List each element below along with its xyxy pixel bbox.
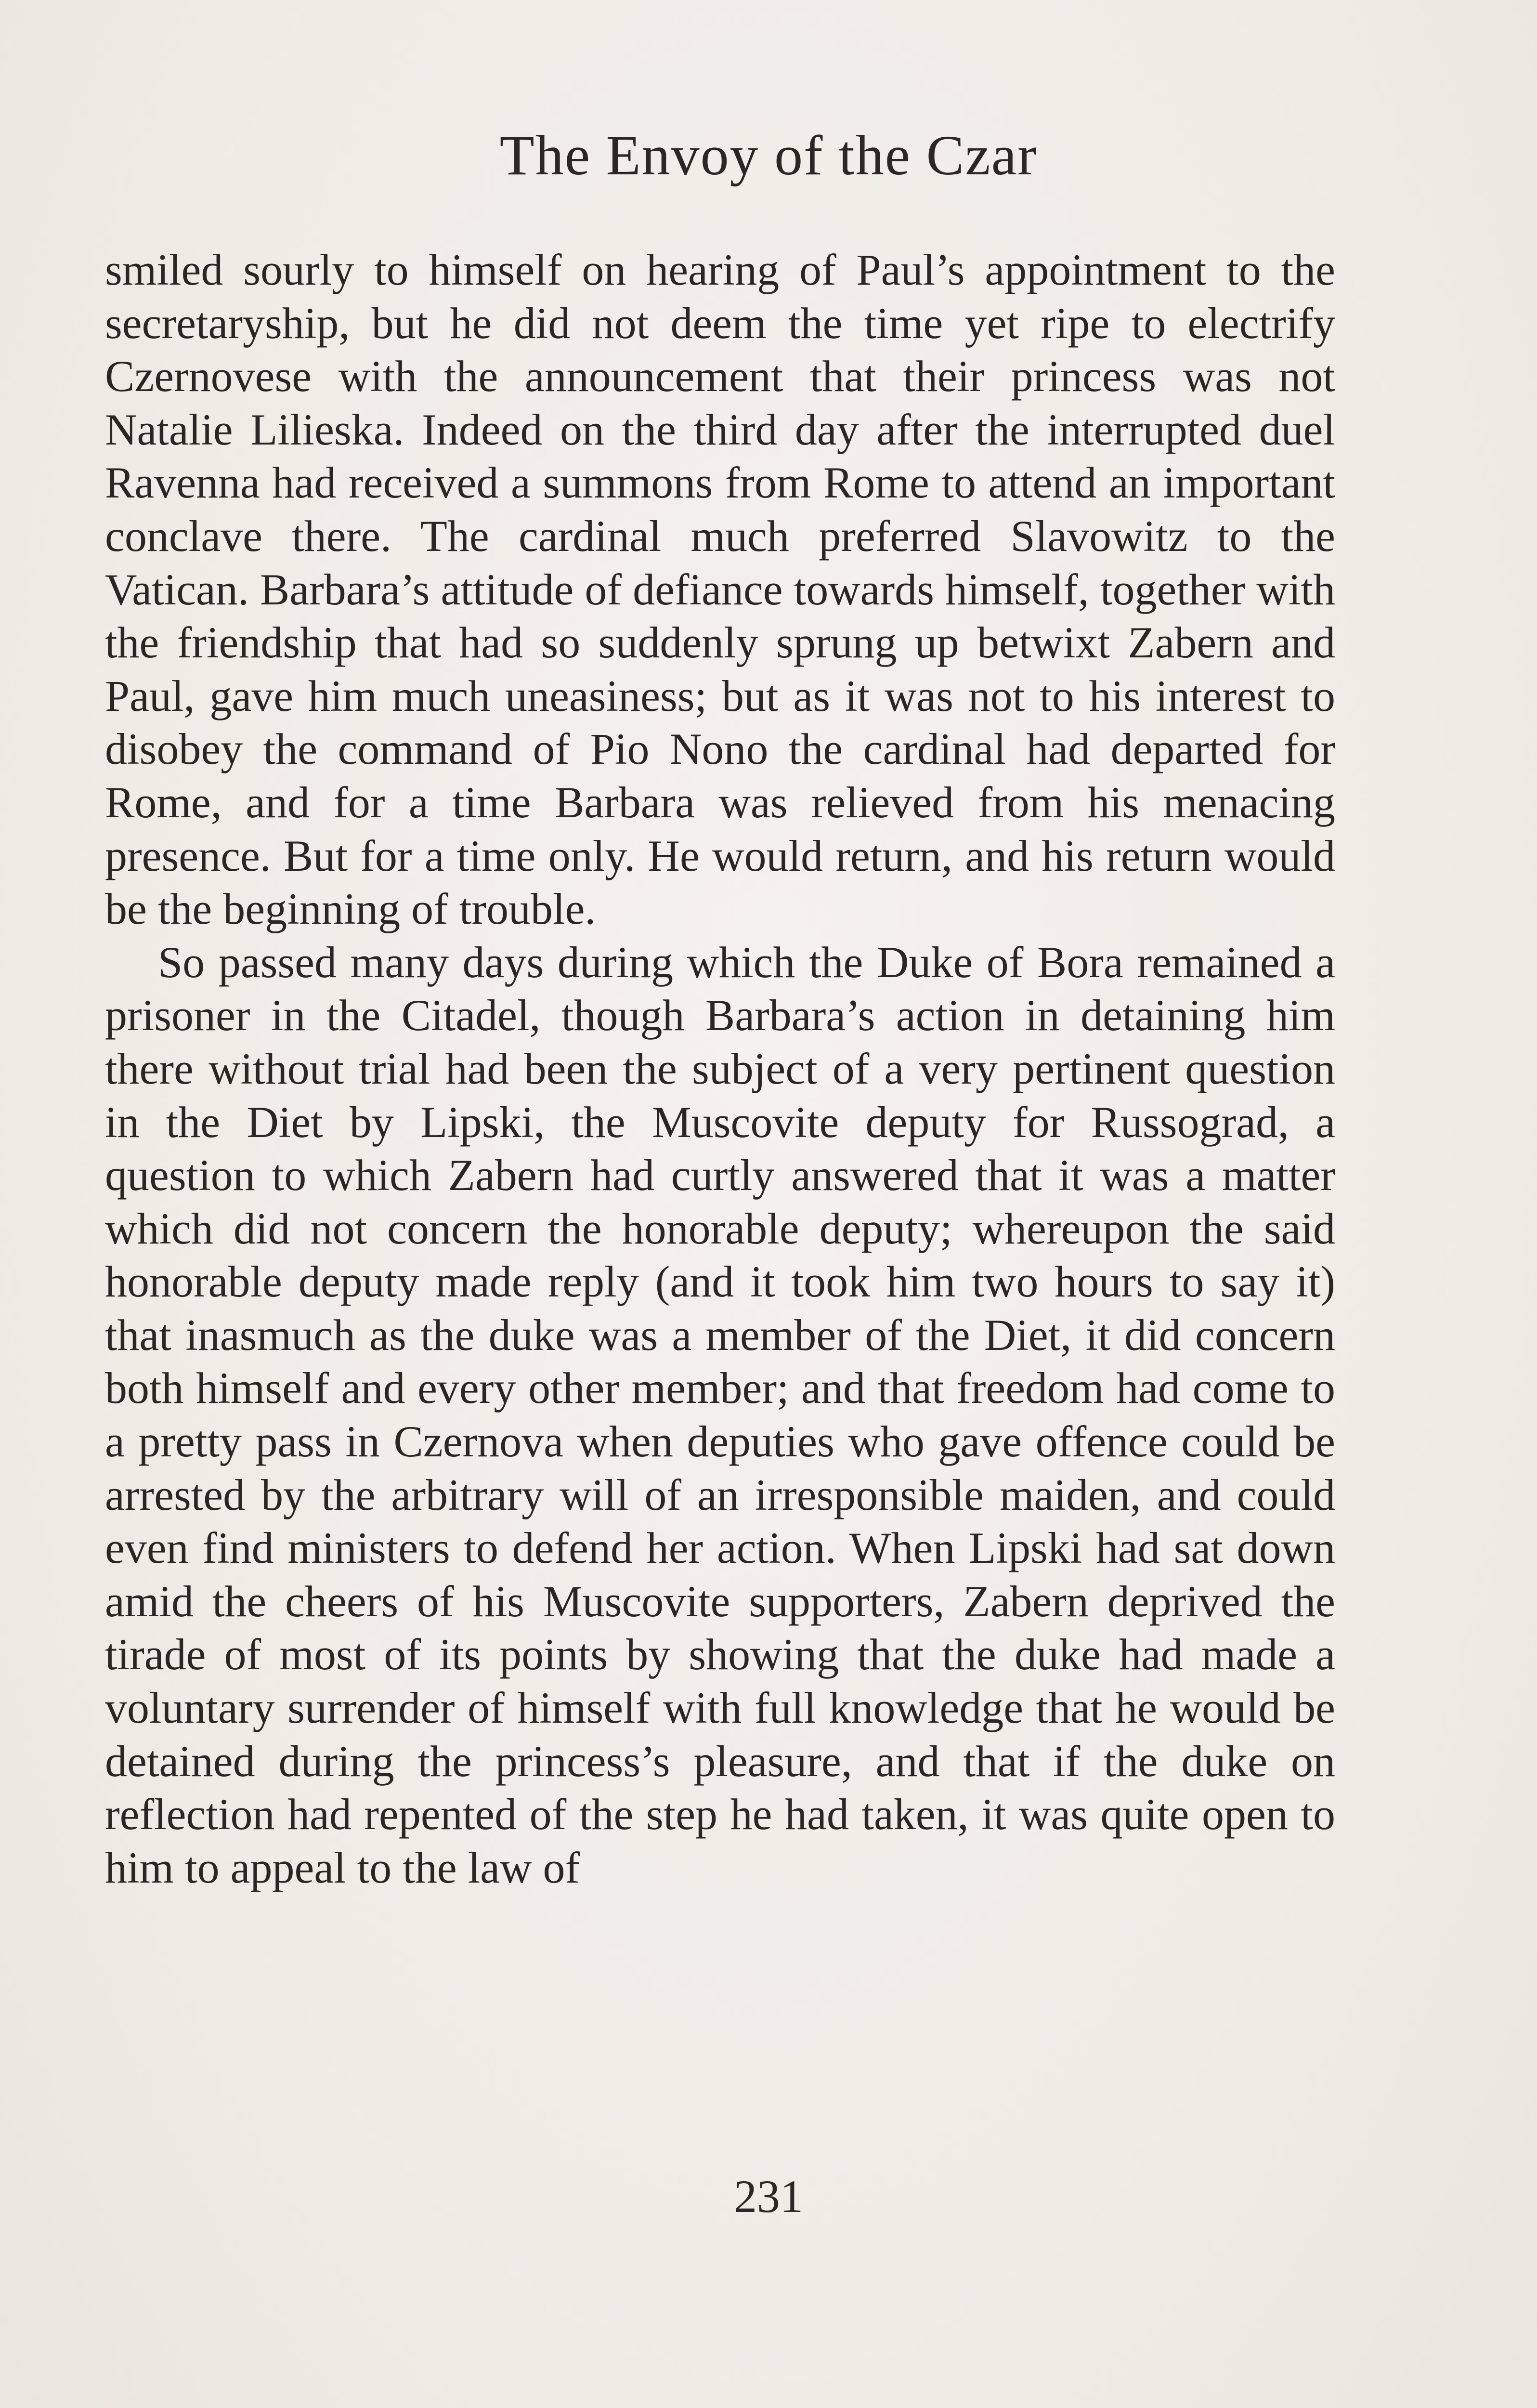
- body-text: [105, 243, 1335, 1894]
- paragraph-2: So passed many days during which the Duke of Bora remained a prisoner in the Citadel, though Barbara’s action in detaining him there without trial had been the subject of a very pertinent question in the Diet by Lipski, the Muscovite deputy for Russograd, a question to which Zabern had curtly answered that it was a matter which did not concern the honorable deputy; whereupon the said honorable deputy made reply (and it took him two hours to say it) that inasmuch as the duke was a member of the Diet, it did concern both himself and every other member; and that freedom had come to a pretty pass in Czernova when deputies who gave offence could be arrested by the arbitrary will of an irresponsible maiden, and could even find ministers to defend her action. When Lipski had sat down amid the cheers of his Muscovite supporters, Zabern deprived the tirade of most of its points by showing that the duke had made a voluntary surrender of himself with full knowledge that he would be detained during the princess’s pleasure, and that if the duke on reflection had repented of the step he had taken, it was quite open to him to appeal to the law of: [105, 937, 1335, 1892]
- running-head: The Envoy of the Czar: [499, 124, 1038, 187]
- paragraph-1: smiled sourly to himself on hearing of Paul’s appointment to the secretaryship, but he did not deem the time yet ripe to electrify Czernovese with the announcement that their princess was not Natalie Lilieska. Indeed on the third day after the interrupted duel Ravenna had received a summons from Rome to attend an important conclave there. The cardinal much preferred Slavowitz to the Vatican. Barbara’s attitude of defiance towards himself, together with the friendship that had so suddenly sprung up betwixt Zabern and Paul, gave him much uneasiness; but as it was not to his interest to disobey the command of Pio Nono the cardinal had departed for Rome, and for a time Barbara was relieved from his menacing presence. But for a time only. He would return, and his return would be the beginning of trouble.: [105, 245, 1335, 934]
- page-number: 231: [734, 2171, 803, 2222]
